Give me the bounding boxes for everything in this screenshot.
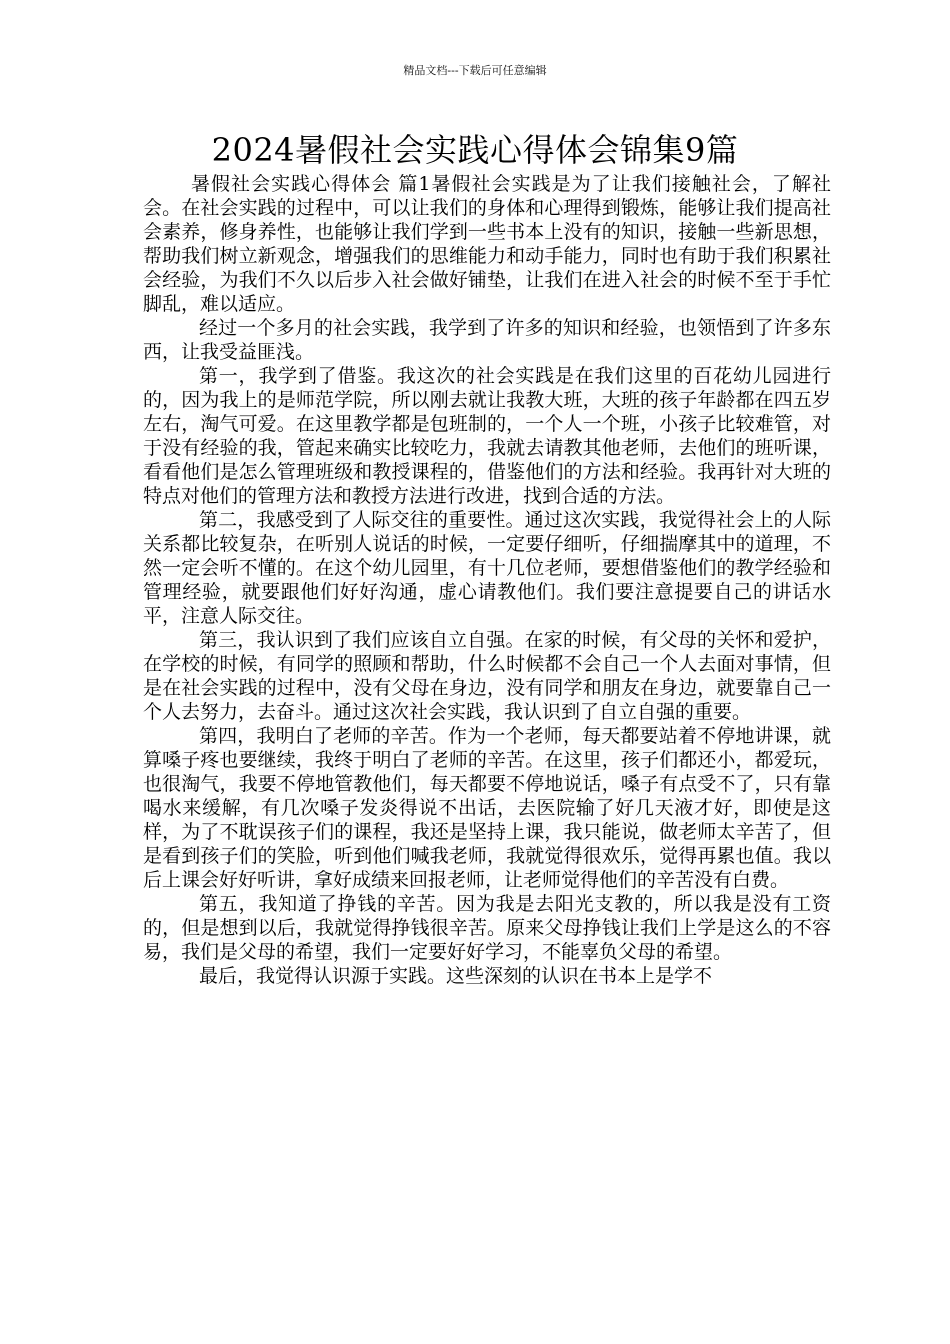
- paragraph-intro: 暑假社会实践心得体会 篇1暑假社会实践是为了让我们接触社会，了解社会。在社会实践的过程中，可以让我们的身体和心理得到锻炼，能够让我们提高社会素养，修身养性，也能够让我们学到一些书本上没有的知识，接触一些新思想，帮助我们树立新观念，增强我们的思维能力和动手能力，同时也有助于我们积累社会经验，为我们不久以后步入社会做好铺垫，让我们在进入社会的时候不至于手忙脚乱，难以适应。: [143, 173, 831, 315]
- page-header: 精品文档---下载后可任意编辑: [403, 64, 547, 77]
- document-body: [143, 172, 831, 988]
- paragraph-final: 最后，我觉得认识源于实践。这些深刻的认识在书本上是学不: [199, 965, 713, 987]
- paragraph-third-point: 第三，我认识到了我们应该自立自强。在家的时候，有父母的关怀和爱护，在学校的时候，有同学的照顾和帮助，什么时候都不会自己一个人去面对事情，但是在社会实践的过程中，没有父母在身边，没有同学和朋友在身边，就要靠自己一个人去努力，去奋斗。通过这次社会实践，我认识到了自立自强的重要。: [143, 629, 831, 723]
- paragraph-summary: 经过一个多月的社会实践，我学到了许多的知识和经验，也领悟到了许多东西，让我受益匪浅。: [143, 317, 831, 363]
- document-title: 2024暑假社会实践心得体会锦集9篇: [211, 131, 739, 169]
- paragraph-fifth-point: 第五，我知道了挣钱的辛苦。因为我是去阳光支教的，所以我是没有工资的，但是想到以后，我就觉得挣钱很辛苦。原来父母挣钱让我们上学是这么的不容易，我们是父母的希望，我们一定要好好学习，不能辜负父母的希望。: [143, 893, 831, 963]
- paragraph-fourth-point: 第四，我明白了老师的辛苦。作为一个老师，每天都要站着不停地讲课，就算嗓子疼也要继续，我终于明白了老师的辛苦。在这里，孩子们都还小，都爱玩，也很淘气，我要不停地管教他们，每天都要不停地说话，嗓子有点受不了，只有靠喝水来缓解，有几次嗓子发炎得说不出话，去医院输了好几天液才好，即使是这样，为了不耽误孩子们的课程，我还是坚持上课，我只能说，做老师太辛苦了，但是看到孩子们的笑脸，听到他们喊我老师，我就觉得很欢乐，觉得再累也值。我以后上课会好好听讲，拿好成绩来回报老师，让老师觉得他们的辛苦没有白费。: [143, 725, 831, 891]
- paragraph-first-point: 第一，我学到了借鉴。我这次的社会实践是在我们这里的百花幼儿园进行的，因为我上的是师范学院，所以刚去就让我教大班，大班的孩子年龄都在四五岁左右，淘气可爱。在这里教学都是包班制的，一个人一个班，小孩子比较难管，对于没有经验的我，管起来确实比较吃力，我就去请教其他老师，去他们的班听课，看看他们是怎么管理班级和教授课程的，借鉴他们的方法和经验。我再针对大班的特点对他们的管理方法和教授方法进行改进，找到合适的方法。: [143, 365, 831, 507]
- paragraph-second-point: 第二，我感受到了人际交往的重要性。通过这次实践，我觉得社会上的人际关系都比较复杂，在听别人说话的时候，一定要仔细听，仔细揣摩其中的道理，不然一定会听不懂的。在这个幼儿园里，有十几位老师，要想借鉴他们的教学经验和管理经验，就要跟他们好好沟通，虚心请教他们。我们要注意提要自己的讲话水平，注意人际交往。: [143, 509, 831, 627]
